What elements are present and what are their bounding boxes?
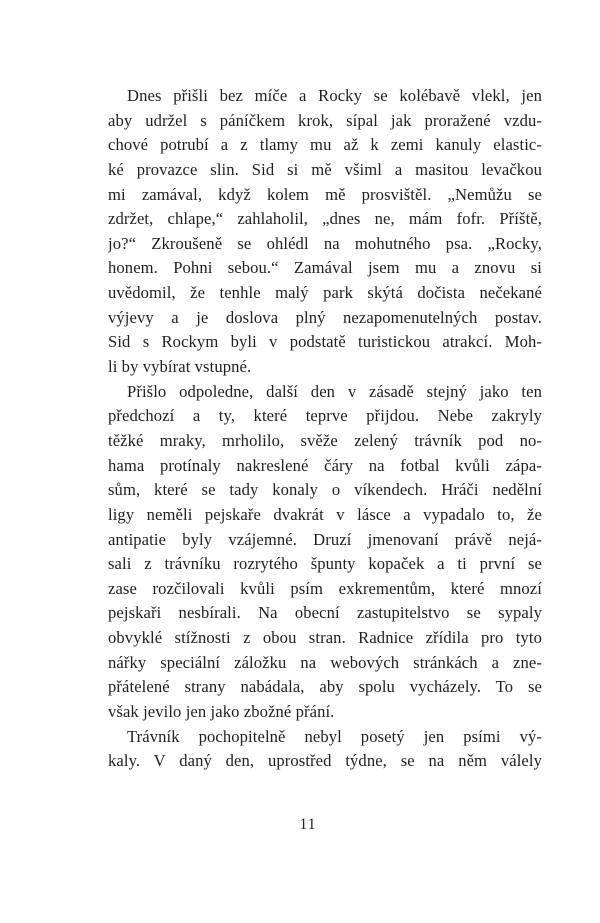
- text-line: aby udržel s páníčkem krok, sípal jak proražené vzdu-: [108, 110, 542, 130]
- text-line: uvědomil, že tenhle malý park skýtá dočista nečekané: [108, 283, 542, 303]
- page-number: 11: [299, 816, 317, 833]
- text-line: Trávník pochopitelně nebyl posetý jen psími vý-: [127, 726, 542, 746]
- text-line: honem. Pohni sebou.“ Zamával jsem mu a znovu si: [108, 258, 542, 278]
- text-line: obvyklé stížnosti z obou stran. Radnice zřídila pro tyto: [108, 628, 542, 648]
- paragraph: [108, 725, 542, 774]
- text-line: li by vybírat vstupné.: [108, 357, 252, 377]
- paragraph: [108, 84, 542, 380]
- text-block: [108, 84, 542, 774]
- text-line: výjevy a je doslova plný nezapomenutelných postav.: [108, 307, 542, 327]
- paragraph: [108, 380, 542, 725]
- text-line: chové potrubí a z tlamy mu až k zemi kanuly elastic-: [108, 135, 542, 155]
- text-line: mi zamával, když kolem mě prosvištěl. „Nemůžu se: [108, 184, 542, 204]
- text-line: však jevilo jen jako zbožné přání.: [108, 702, 335, 722]
- text-line: hama protínaly nakreslené čáry na fotbal kvůli zápa-: [108, 455, 542, 475]
- text-line: těžké mraky, mrholilo, svěže zelený trávník pod no-: [108, 430, 542, 450]
- text-line: pejskaři nesbírali. Na obecní zastupitelstvo se sypaly: [108, 603, 542, 623]
- text-line: zdržet, chlape,“ zahlaholil, „dnes ne, mám fofr. Příště,: [108, 209, 542, 229]
- text-line: nářky speciální záložku na webových stránkách a zne-: [108, 652, 542, 672]
- text-line: sům, které se tady konaly o víkendech. Hráči nedělní: [108, 480, 542, 500]
- text-line: Dnes přišli bez míče a Rocky se kolébavě vlekl, jen: [127, 86, 542, 105]
- text-line: Sid s Rockym byli v podstatě turistickou atrakcí. Moh-: [108, 332, 542, 352]
- text-line: antipatie byly vzájemné. Druzí jmenovaní právě nejá-: [108, 529, 542, 549]
- text-line: jo?“ Zkroušeně se ohlédl na mohutného psa. „Rocky,: [108, 233, 542, 253]
- text-line: zase rozčilovali kvůli psím exkrementům, které mnozí: [108, 578, 542, 598]
- text-line: kaly. V daný den, uprostřed týdne, se na něm válely: [108, 751, 542, 771]
- text-line: sali z trávníku rozrytého špunty kopaček a ti první se: [108, 554, 542, 574]
- text-line: ligy neměli pejskaře dvakrát v lásce a vypadalo to, že: [108, 504, 542, 524]
- text-line: Přišlo odpoledne, další den v zásadě stejný jako ten: [127, 381, 542, 401]
- text-line: předchozí a ty, které teprve přijdou. Nebe zakryly: [108, 406, 542, 426]
- text-line: přátelené strany nabádala, aby spolu vycházely. To se: [108, 677, 542, 697]
- text-line: ké provazce slin. Sid si mě všiml a masitou levačkou: [108, 159, 542, 179]
